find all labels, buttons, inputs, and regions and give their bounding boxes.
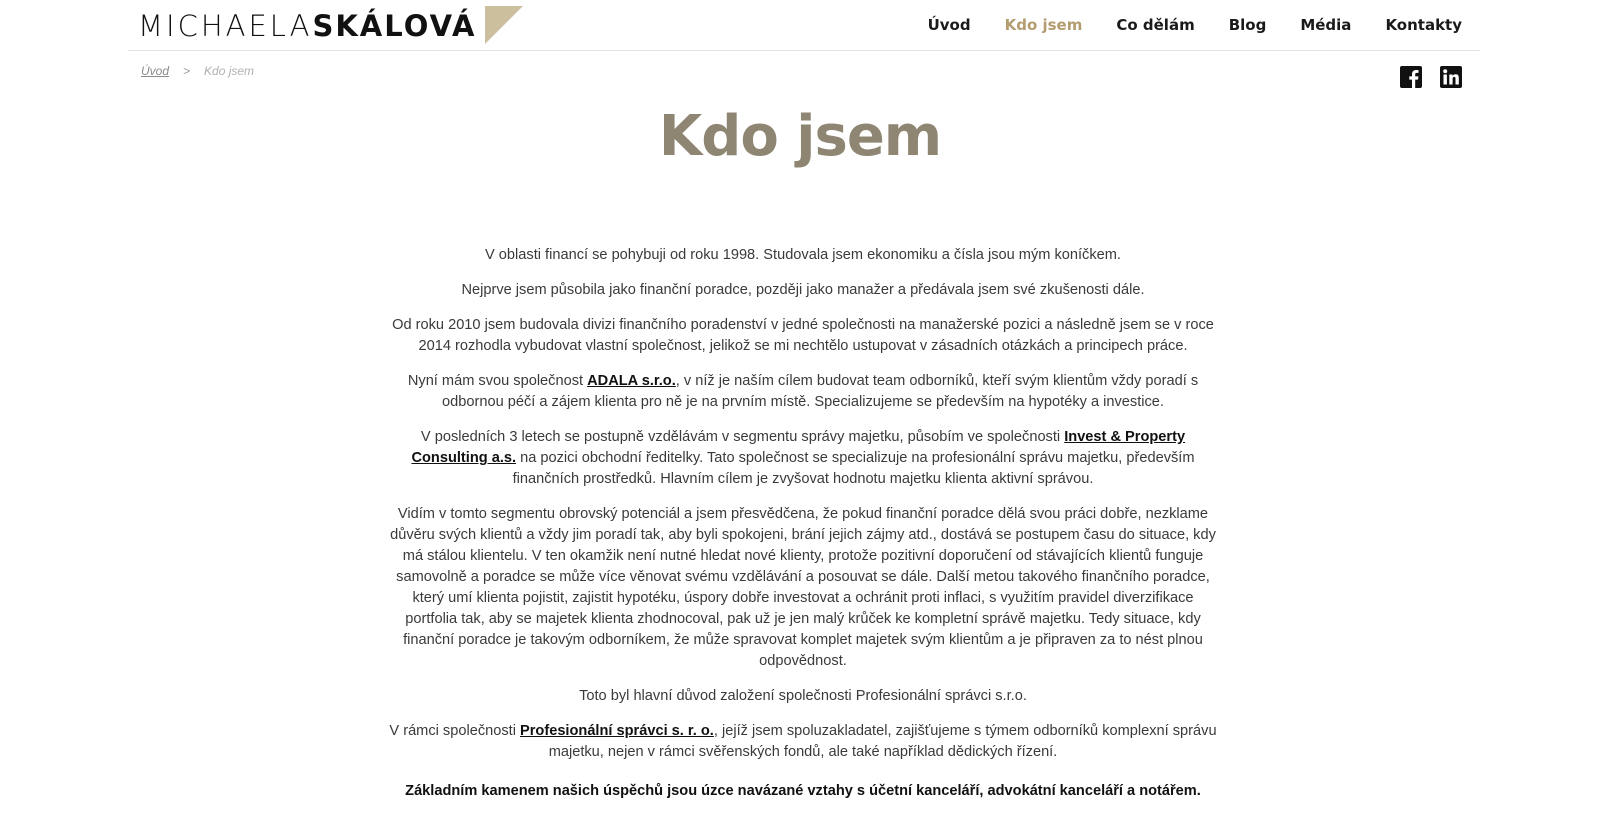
logo-triangle-icon (485, 6, 523, 44)
site-header (128, 0, 1480, 51)
nav-item-kontakty[interactable]: Kontakty (1385, 16, 1462, 34)
paragraph-7: Toto byl hlavní důvod založení společnosti Profesionální správci s.r.o. (579, 688, 1027, 704)
linkedin-icon[interactable] (1440, 66, 1462, 88)
main-nav (928, 0, 1462, 50)
paragraph-5-text-pre: V posledních 3 letech se postupně vzdělávám v segmentu správy majetku, působím ve společnosti (420, 429, 1065, 445)
paragraph-4-text-post: , v níž je naším cílem budovat team odborníků, kteří svým klientům vždy poradí s odbornou péčí a zájem klienta pro ně je na prvním místě. Specializujeme se především na hypotéky a investice. (442, 373, 1199, 410)
paragraph-4-text-pre: Nyní mám svou společnost (407, 373, 588, 389)
logo-first-name: MICHAELA (138, 9, 313, 43)
breadcrumb-current: Kdo jsem (204, 64, 255, 78)
paragraph-4 (388, 371, 1218, 413)
paragraph-1: V oblasti financí se pohybuji od roku 1998. Studovala jsem ekonomiku a čísla jsou mým koníčkem. (485, 247, 1121, 263)
paragraph-8 (388, 721, 1218, 763)
about-content (388, 245, 1218, 816)
paragraph-6: Vidím v tomto segmentu obrovský potenciál a jsem přesvědčena, že pokud finanční poradce dělá svou práci dobře, nezklame důvěru svých klientů a vždy jim poradí tak, aby byli spokojeni, brání jejich zájmy atd., dostává se postupem času do situace, kdy má stálou klientelu. V ten okamžik není nutné hledat nové klienty, protože pozitivní doporučení od stávajících klientů funguje samovolně a poradce se může více věnovat svému vzdělávání a posouvat se dále. Další metou takového finančního poradce, který umí klienta pojistit, zajistit hypotéku, úspory dobře investovat a ochránit proti inflaci, s využitím pravidel diverzifikace portfolia tak, aby se majetek klienta zhodnocoval, pak už je jen malý krůček ke kompletní správě majetku. Tedy situace, kdy finanční poradce je takovým odborníkem, že může spravovat komplet majetek svým klientům a je připraven za to nést plnou odpovědnost. (390, 506, 1216, 669)
paragraph-3: Od roku 2010 jsem budovala divizi finančního poradenství v jedné společnosti na manažerské pozici a následně jsem se v roce 2014 rozhodla vybudovat vlastní společnost, jelikož se mi nechtělo ustupovat v zásadních otázkách a principech práce. (392, 317, 1214, 354)
profesionalni-spravci-link[interactable]: Profesionální správci s. r. o. (520, 723, 714, 739)
paragraph-8-text-post: , jejíž jsem spoluzakladatel, zajišťujeme s týmem odborníků komplexní správu majetku, nejen v rámci svěřenských fondů, ale také například dědických řízení. (548, 723, 1217, 760)
paragraph-9-highlight: Základním kamenem našich úspěchů jsou úzce navázané vztahy s účetní kanceláří, advokátní kanceláří a notářem. (405, 783, 1201, 799)
breadcrumb-home-link[interactable]: Úvod (141, 64, 170, 78)
site-logo[interactable] (138, 6, 523, 46)
nav-item-media[interactable]: Média (1300, 16, 1352, 34)
logo-last-name: SKÁLOVÁ (312, 9, 477, 43)
paragraph-5 (388, 427, 1218, 490)
nav-item-kdo-jsem[interactable]: Kdo jsem (1004, 16, 1083, 34)
page-title: Kdo jsem (658, 104, 942, 169)
invest-property-link[interactable]: Invest & Property Consulting a.s. (411, 429, 1186, 466)
adala-link[interactable]: ADALA s.r.o. (587, 373, 676, 389)
breadcrumb-separator: > (183, 64, 191, 78)
nav-item-co-delam[interactable]: Co dělám (1116, 16, 1195, 34)
paragraph-8-text-pre: V rámci společnosti (389, 723, 521, 739)
nav-item-blog[interactable]: Blog (1228, 16, 1267, 34)
nav-item-uvod[interactable]: Úvod (927, 16, 971, 34)
social-links (1400, 66, 1462, 88)
facebook-icon[interactable] (1400, 66, 1422, 88)
breadcrumb (141, 64, 254, 78)
paragraph-2: Nejprve jsem působila jako finanční poradce, později jako manažer a předávala jsem své zkušenosti dále. (461, 282, 1145, 298)
paragraph-5-text-post: na pozici obchodní ředitelky. Tato společnost se specializuje na profesionální správu majetku, především finančních prostředků. Hlavním cílem je zvyšovat hodnotu majetku klienta aktivní správou. (512, 450, 1195, 487)
